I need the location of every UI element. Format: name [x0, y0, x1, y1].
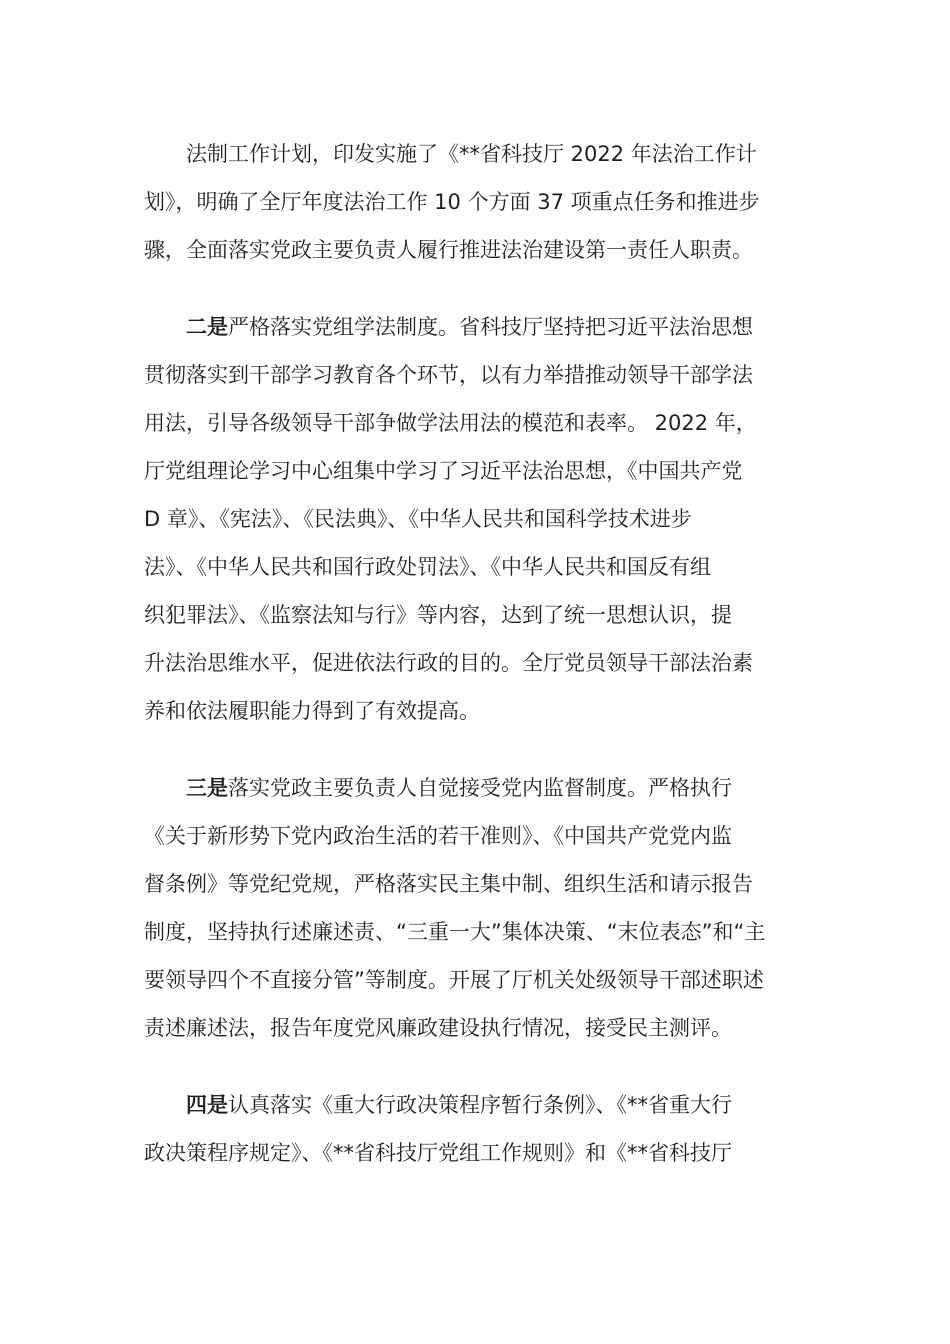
paragraph-text: 认真落实《重大行政决策程序暂行条例》、《**省重大行 [228, 1093, 732, 1117]
paragraph-line: 法制工作计划，印发实施了《**省科技厅 2022 年法治工作计 [186, 142, 757, 166]
paragraph-line: 责述廉述法，报告年度党风廉政建设执行情况，接受民主测评。 [144, 1016, 732, 1040]
paragraph-first-line [144, 1081, 812, 1129]
paragraph-first-line [144, 764, 812, 812]
paragraph-lead: 四是 [186, 1093, 228, 1117]
paragraph-4 [144, 1081, 812, 1177]
paragraph-line: 督条例》等党纪党规，严格落实民主集中制、组织生活和请示报告 [144, 872, 753, 896]
paragraph-first-line [144, 303, 812, 351]
paragraph-line: 织犯罪法》、《监察法知与行》等内容，达到了统一思想认识，提 [144, 603, 732, 627]
paragraph-line: 《关于新形势下党内政治生活的若干准则》、《中国共产党党内监 [144, 824, 732, 848]
paragraph-3 [144, 764, 812, 1052]
paragraph-line: D 章》、《宪法》、《民法典》、《中华人民共和国科学技术进步 [144, 507, 692, 531]
paragraph-line: 法》、《中华人民共和国行政处罚法》、《中华人民共和国反有组 [144, 555, 711, 579]
paragraph-line: 要领导四个不直接分管”等制度。开展了厅机关处级领导干部述职述 [144, 968, 764, 992]
paragraph-line: 厅党组理论学习中心组集中学习了习近平法治思想，《中国共产党 [144, 459, 743, 483]
paragraph-line: 养和依法履职能力得到了有效提高。 [144, 699, 480, 723]
paragraph-line: 划》，明确了全厅年度法治工作 10 个方面 37 项重点任务和推进步 [144, 190, 760, 214]
paragraph-2 [144, 303, 812, 735]
paragraph-lead: 二是 [186, 315, 228, 339]
paragraph-line: 制度，坚持执行述廉述责、“三重一大”集体决策、“末位表态”和“主 [144, 920, 766, 944]
paragraph-lead: 三是 [186, 776, 228, 800]
paragraph-1 [144, 130, 812, 274]
paragraph-text: 落实党政主要负责人自觉接受党内监督制度。严格执行 [228, 776, 732, 800]
paragraph-line: 贯彻落实到干部学习教育各个环节，以有力举措推动领导干部学法 [144, 363, 753, 387]
paragraph-line: 升法治思维水平，促进依法行政的目的。全厅党员领导干部法治素 [144, 651, 753, 675]
paragraph-line: 用法，引导各级领导干部争做学法用法的模范和表率。 2022 年， [144, 411, 757, 435]
document-body [144, 130, 812, 1208]
paragraph-text: 严格落实党组学法制度。省科技厅坚持把习近平法治思想 [228, 315, 753, 339]
paragraph-line: 政决策程序规定》、《**省科技厅党组工作规则》和《**省科技厅 [144, 1141, 732, 1165]
paragraph-line: 骤，全面落实党政主要负责人履行推进法治建设第一责任人职责。 [144, 238, 753, 262]
